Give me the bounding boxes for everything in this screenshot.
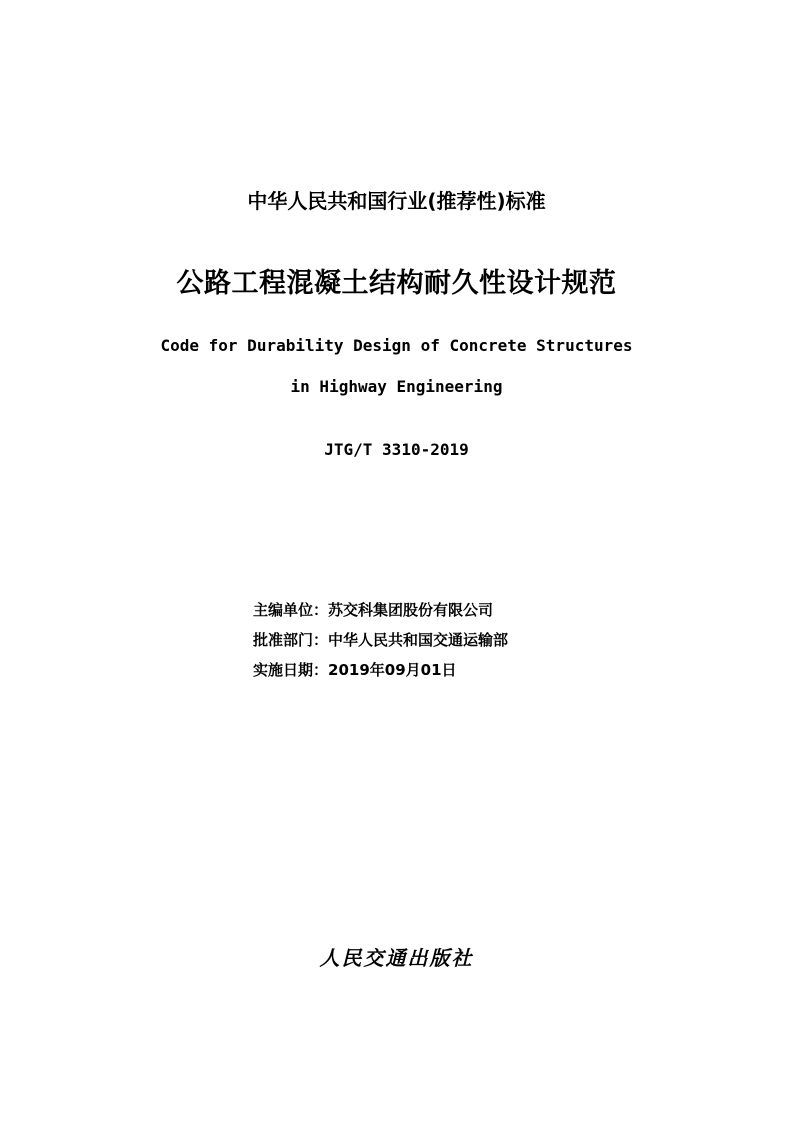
standard-category: 中华人民共和国行业(推荐性)标准 [247,189,546,213]
info-block [253,598,508,688]
standard-code: JTG/T 3310-2019 [324,440,469,459]
publisher-name: 人民交通出版社 [319,946,474,970]
title-english-line-2: in Highway Engineering [290,377,503,396]
title-english-line-1: Code for Durability Design of Concrete Structures [160,336,633,355]
info-row-approver [253,628,508,658]
editor-label: 主编单位： [253,601,329,619]
effective-date-label: 实施日期： [253,661,329,679]
editor-value: 苏交科集团股份有限公司 [328,601,494,619]
approver-label: 批准部门： [253,631,329,649]
title-chinese: 公路工程混凝土结构耐久性设计规范 [176,268,617,299]
approver-value: 中华人民共和国交通运输部 [328,631,509,649]
info-row-effective-date [253,658,508,688]
info-row-editor [253,598,508,628]
effective-date-value: 2019年09月01日 [328,661,457,679]
